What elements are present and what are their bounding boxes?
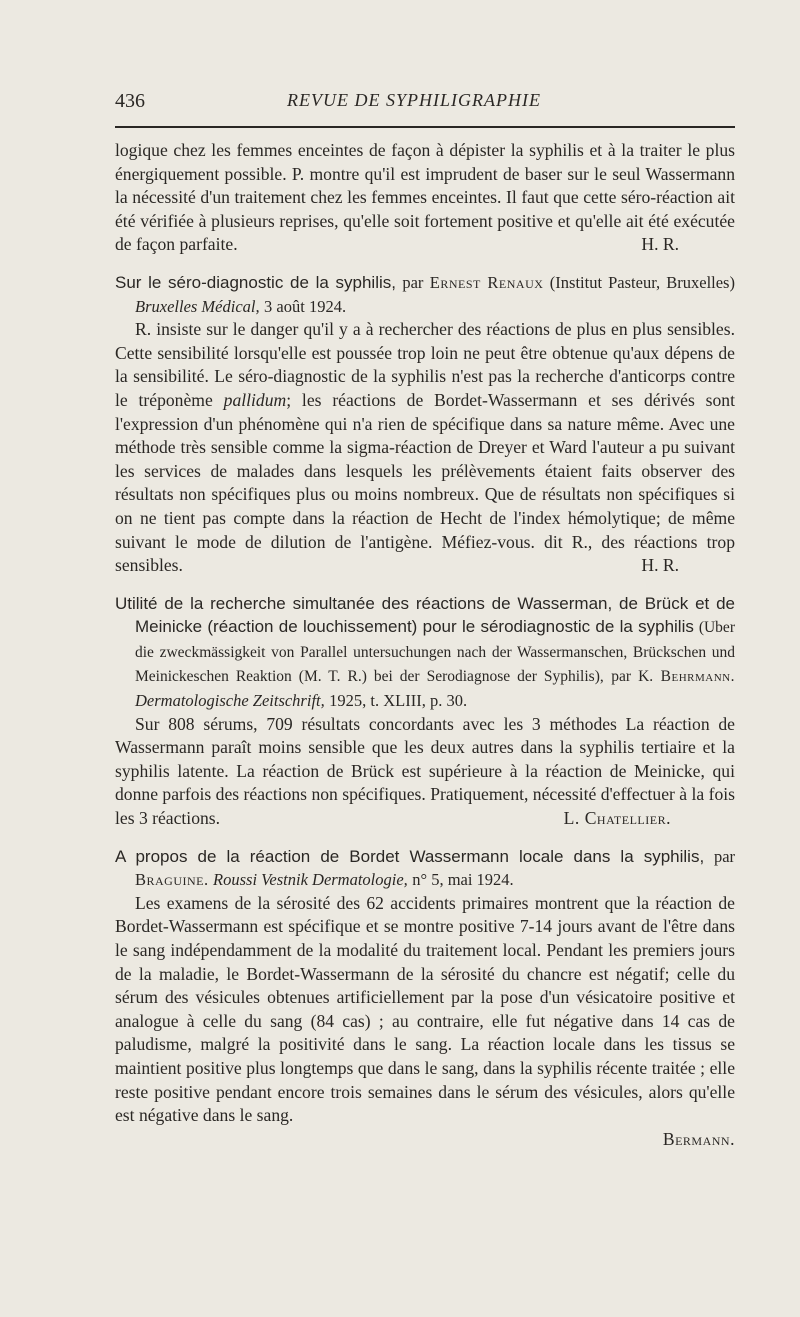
- article-2-journal: Dermatologische Zeitschrift,: [135, 691, 325, 711]
- article-2-body: [115, 713, 735, 831]
- page-body: [115, 139, 735, 1151]
- article-2-signature: L. Chatellier.: [563, 808, 671, 829]
- continuation-block: [115, 139, 735, 257]
- article-3-by: par: [713, 846, 736, 866]
- article-1-title: Sur le séro-diagnostic de la syphilis,: [115, 272, 396, 292]
- header-rule: [115, 126, 735, 128]
- article-2-citation: 1925, t. XLIII, p. 30.: [329, 691, 468, 711]
- article-2-body-text: Sur 808 sérums, 709 résultats concordants avec les 3 méthodes La réaction de Wassermann paraît moins sensible que les deux autres dans la syphilis tertiaire et la syphilis latente. La réaction de Brück est supérieure à la réaction de Meinicke, qui donne parfois des réactions non spécifiques. Pratiquement, nécessité d'effectuer à la fois les 3 réactions.: [115, 713, 735, 829]
- continuation-text: logique chez les femmes enceintes de façon à dépister la syphilis et à la traiter le plus énergiquement possible. P. montre qu'il est imprudent de baser sur le seul Wassermann la nécessité d'un traitement chez les femmes enceintes. Il faut que cette séro-réaction ait été vérifiée à plusieurs reprises, qu'elle soit fortement positive et qu'elle ait été exécutée de façon parfaite.: [115, 140, 735, 255]
- article-3-title: A propos de la réaction de Bordet Wassermann locale dans la syphilis,: [115, 846, 705, 866]
- article-1-signature: H. R.: [641, 555, 679, 576]
- article-2-original-title: (Uber die zweckmässigkeit von Parallel untersuchungen nach der Wassermanschen, Brückschen und Meinickeschen Reaktion (M. T. R.) bei der Serodiagnose der Syphilis),: [135, 619, 735, 686]
- article-3-reference: [115, 845, 735, 892]
- article-3-author: Braguine.: [135, 870, 209, 890]
- running-head: [115, 90, 735, 116]
- article-3-body: Les examens de la sérosité des 62 accidents primaires montrent que la réaction de Bordet-Wassermann est spécifique et se montre positive 7-14 jours avant de l'être dans le sang indépendamment de la modalité du traitement local. Pendant les premiers jours de la maladie, le Bordet-Wassermann de la sérosité du chancre est négatif; celle du sérum des vésicules obtenues artificiellement par la pose d'un vésicatoire positive et analogue à celle du sang (84 cas) ; au contraire, elle fut négative dans 14 cas de paludisme, malgré la positivité dans le sang. La réaction locale dans les tissus se maintient positive plus longtemps que dans le sang, dans la syphilis récente traitée ; elle reste positive pendant encore trois semaines dans le sérum des vésicules, alors qu'elle est négative dans le sang.: [115, 892, 735, 1126]
- article-1-body-part1: R. insiste sur le danger qu'il y a à rechercher des réactions de plus en plus sensibles. Cette sensibilité lorsqu'elle est poussée trop loin ne peut être obtenue qu'aux dépens de la sensibilité. Le séro-diagnostic de la syphilis n'est pas la recherche d'anticorps contre le tréponème: [115, 319, 735, 410]
- article-1-affiliation: (Institut Pasteur, Bruxelles): [549, 272, 735, 292]
- article-3-journal: Roussi Vestnik Dermatologie,: [213, 870, 408, 890]
- article-2-by: par K.: [611, 668, 654, 686]
- continuation-paragraph: [115, 139, 735, 257]
- article-1-journal: Bruxelles Médical,: [135, 296, 260, 316]
- article-1-body-part2: ; les réactions de Bordet-Wassermann et ses dérivés sont l'expression d'un phénomène qui n'a rien de spécifique dans sa nature même. Avec une méthode très sensible comme la sigma-réaction de Dreyer et Ward l'auteur a pu suivant les services de malades dans lesquels les prélèvements étaient faits observer des résultats non spécifiques plus ou moins nombreux. Que de résultats non spécifiques si on ne tient pas compte dans la réaction de Hecht de l'index hémolytique; de même suivant le mode de dilution de l'antigène. Méfiez-vous. dit R., des réactions trop sensibles.: [115, 389, 735, 576]
- article-1-pallidum: pallidum: [223, 389, 287, 410]
- article-3-signature: Bermann.: [662, 1128, 735, 1149]
- article-2-reference: [115, 592, 735, 713]
- continuation-signature: H. R.: [641, 234, 679, 255]
- article-3-citation: n° 5, mai 1924.: [412, 870, 514, 890]
- article-2-title: Utilité de la recherche simultanée des réactions de Wasserman, de Brück et de Meinicke (réaction de louchissement) pour le sérodiagnostic de la syphilis: [115, 593, 735, 637]
- review-article-1: [115, 271, 735, 578]
- page-number: 436: [115, 90, 145, 112]
- article-1-date: 3 août 1924.: [264, 296, 347, 316]
- journal-title: REVUE DE SYPHILIGRAPHIE: [287, 90, 541, 110]
- article-1-reference: [115, 271, 735, 318]
- article-1-author: Ernest Renaux: [429, 272, 544, 292]
- article-1-body: [115, 318, 735, 578]
- article-2-author: Behrmann.: [660, 668, 735, 686]
- review-article-2: [115, 592, 735, 831]
- review-article-3: [115, 845, 735, 1152]
- article-1-by: par: [402, 272, 424, 292]
